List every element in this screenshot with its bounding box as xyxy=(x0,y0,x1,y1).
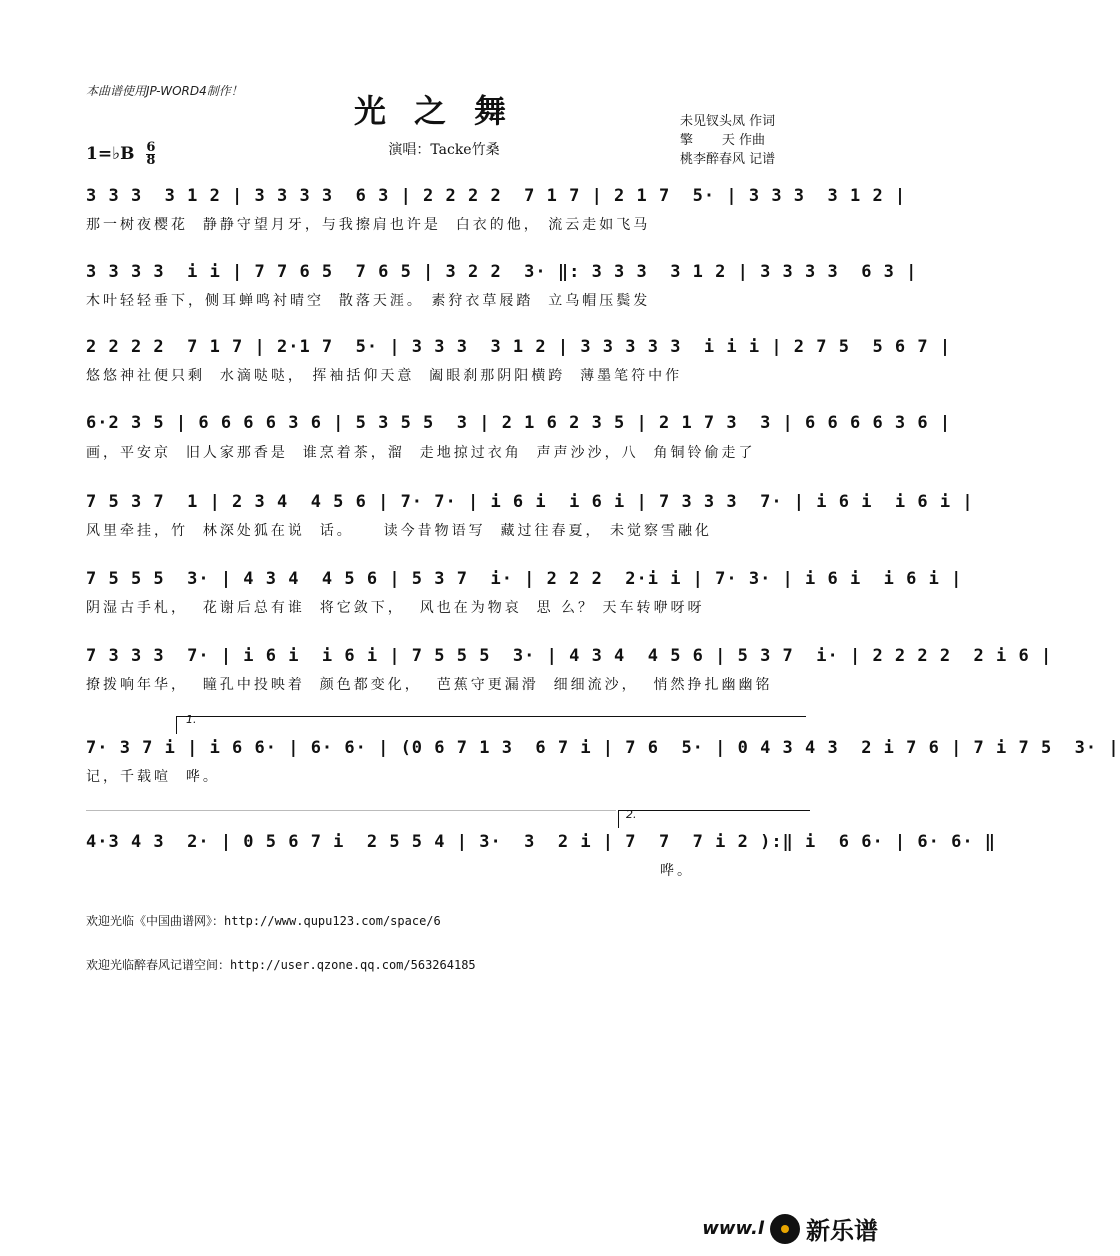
lyricist-credit: 未见钗头凤 作词 xyxy=(680,114,776,129)
row-separator xyxy=(86,810,616,811)
time-signature-bottom: 8 xyxy=(146,153,156,168)
score-row-1-notes: 3 3 3 3 1 2 | 3 3 3 3 6 3 | 2 2 2 2 7 1 7 | 2 1 7 5· | 3 3 3 3 1 2 | xyxy=(86,186,907,206)
volta-2-bracket xyxy=(618,810,810,811)
key-label: 1=♭B xyxy=(86,144,135,164)
transcriber-credit: 桃李醉春风 记谱 xyxy=(680,152,776,167)
score-row-7-lyrics: 撩拨响年华， 瞳孔中投映着 颜色都变化， 芭蕉守更漏滑 细细流沙， 悄然挣扎幽幽铭 xyxy=(86,677,773,693)
footer-link-qzone[interactable]: 欢迎光临醉春风记谱空间：http://user.qzone.qq.com/563264185 xyxy=(86,958,476,972)
score-row-4-lyrics: 画，平安京 旧人家那香是 谁烹着茶，溜 走地掠过衣角 声声沙沙，八 角铜铃偷走了 xyxy=(86,445,756,461)
score-row-2-notes: 3 3 3 3 i i | 7 7 6 5 7 6 5 | 3 2 2 3· ‖: 3 3 3 3 1 2 | 3 3 3 3 6 3 | xyxy=(86,262,918,282)
brand-www: www.l xyxy=(702,1218,764,1239)
composer-credit: 擎 天 作曲 xyxy=(680,133,766,148)
score-row-7-notes: 7 3 3 3 7· | i 6 i i 6 i | 7 5 5 5 3· | 4 3 4 4 5 6 | 5 3 7 i· | 2 2 2 2 2 i 6 | xyxy=(86,646,1053,666)
brand-logo xyxy=(702,1211,878,1246)
score-row-9-notes: 4·3 4 3 2· | 0 5 6 7 i 2 5 5 4 | 3· 3 2 i | 7 7 7 i 2 ):‖ i 6 6· | 6· 6· ‖ xyxy=(86,832,997,852)
score-row-9-lyrics: 哗。 xyxy=(660,863,694,879)
volta-1-bracket xyxy=(176,716,806,717)
vinyl-disc-icon xyxy=(770,1214,800,1244)
made-with-note: 本曲谱使用JP-WORD4制作！ xyxy=(86,84,243,98)
time-signature-top: 6 xyxy=(146,140,156,155)
score-row-6-lyrics: 阴湿古手札， 花谢后总有谁 将它敛下， 风也在为物哀 思 么？ 天车转咿呀呀 xyxy=(86,600,705,616)
score-row-8-lyrics: 记，千载喧 哗。 xyxy=(86,769,220,785)
volta-1-hook xyxy=(176,716,177,734)
volta-1-label: 1. xyxy=(186,713,197,726)
score-row-6-notes: 7 5 5 5 3· | 4 3 4 4 5 6 | 5 3 7 i· | 2 2 2 2·i i | 7· 3· | i 6 i i 6 i | xyxy=(86,569,963,589)
footer-link-qupu[interactable]: 欢迎光临《中国曲谱网》：http://www.qupu123.com/space/6 xyxy=(86,914,441,928)
score-row-5-lyrics: 风里牵挂，竹 林深处狐在说 话。 读今昔物语写 藏过往春夏， 未觉察雪融化 xyxy=(86,523,712,539)
volta-2-label: 2. xyxy=(626,808,637,821)
score-row-3-lyrics: 悠悠神社便只剩 水滴哒哒， 挥袖括仰天意 阖眼刹那阴阳横跨 薄墨笔符中作 xyxy=(86,368,683,384)
score-row-4-notes: 6·2 3 5 | 6 6 6 6 3 6 | 5 3 5 5 3 | 2 1 6 2 3 5 | 2 1 7 3 3 | 6 6 6 6 3 6 | xyxy=(86,413,952,433)
song-title: 光之舞 xyxy=(353,92,534,130)
score-row-1-lyrics: 那一树夜樱花 静静守望月牙，与我擦肩也许是 白衣的他， 流云走如飞马 xyxy=(86,217,651,233)
score-row-8-notes: 7· 3 7 i | i 6 6· | 6· 6· | (0 6 7 1 3 6 7 i | 7 6 5· | 0 4 3 4 3 2 i 7 6 | 7 i 7 5 3· | xyxy=(86,738,1120,758)
score-row-5-notes: 7 5 3 7 1 | 2 3 4 4 5 6 | 7· 7· | i 6 i i 6 i | 7 3 3 3 7· | i 6 i i 6 i | xyxy=(86,492,974,512)
volta-2-hook xyxy=(618,810,619,828)
score-row-3-notes: 2 2 2 2 7 1 7 | 2·1 7 5· | 3 3 3 3 1 2 | 3 3 3 3 3 i i i | 2 7 5 5 6 7 | xyxy=(86,337,952,357)
brand-name: 新乐谱 xyxy=(806,1217,878,1245)
singer-credit: 演唱：Tacke竹桑 xyxy=(388,142,500,158)
score-row-2-lyrics: 木叶轻轻垂下，侧耳蝉鸣衬晴空 散落天涯。 素狩衣草屐踏 立乌帽压鬓发 xyxy=(86,293,651,309)
